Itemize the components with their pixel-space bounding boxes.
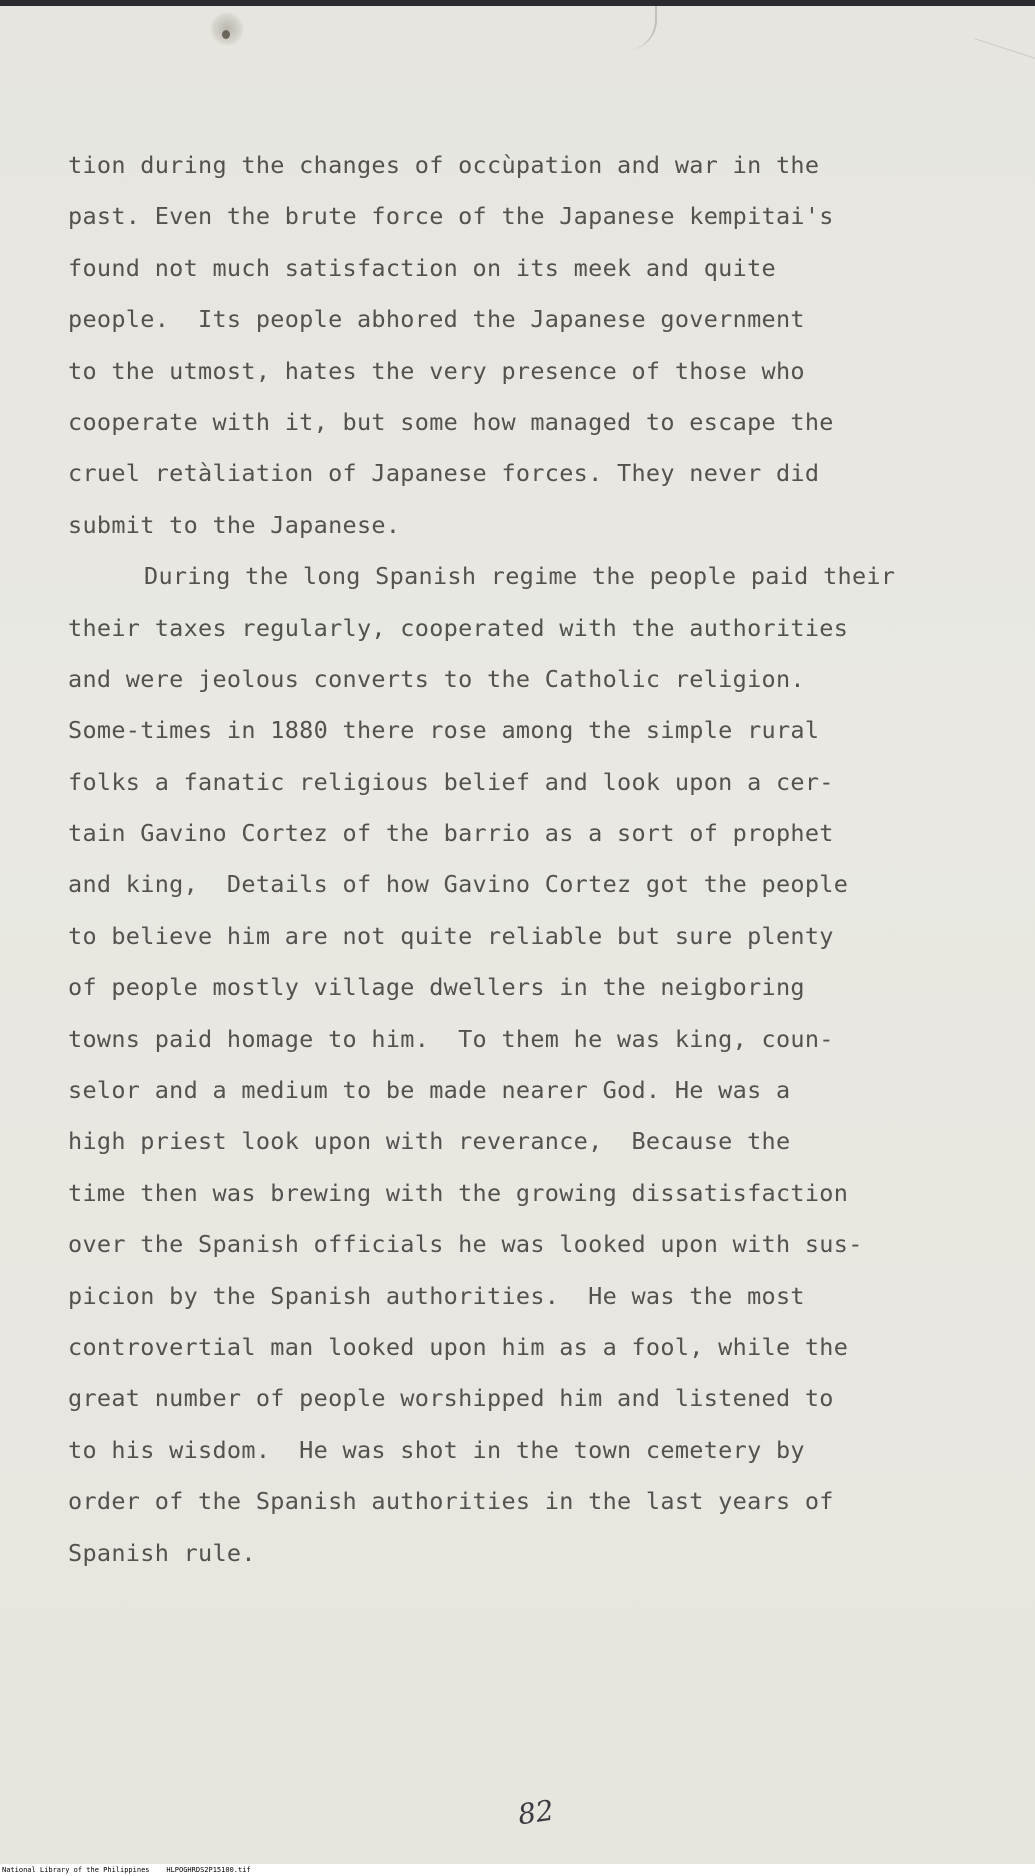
punch-hole-center (222, 30, 230, 39)
text-line: people. Its people abhored the Japanese government (68, 305, 805, 334)
text-line: towns paid homage to him. To them he was king, coun- (68, 1024, 834, 1053)
paragraph-1 (68, 140, 948, 551)
text-line: and king, Details of how Gavino Cortez got the people (68, 870, 849, 899)
text-line: picion by the Spanish authorities. He was the most (68, 1281, 805, 1310)
text-line: found not much satisfaction on its meek and quite (68, 253, 776, 282)
text-line: cruel retàliation of Japanese forces. They never did (68, 459, 820, 488)
text-line: past. Even the brute force of the Japanese kempitai's (68, 202, 834, 231)
typewritten-text (68, 140, 948, 1579)
text-line: cooperate with it, but some how managed to escape the (68, 407, 834, 436)
text-line: Spanish rule. (68, 1538, 256, 1567)
text-line: tain Gavino Cortez of the barrio as a sort of prophet (68, 819, 834, 848)
text-line: order of the Spanish authorities in the last years of (68, 1487, 834, 1516)
paper-edge-mark (615, 6, 657, 50)
text-line: to the utmost, hates the very presence of those who (68, 356, 805, 385)
text-line: great number of people worshipped him and listened to (68, 1384, 834, 1413)
handwritten-page-number: 82 (515, 1793, 556, 1832)
text-line: to believe him are not quite reliable but sure plenty (68, 921, 834, 950)
text-line: their taxes regularly, cooperated with the authorities (68, 613, 849, 642)
archive-footer-label: National Library of the Philippines HLPOGHRDS2P15100.tif (2, 1866, 251, 1874)
text-line: Some-times in 1880 there rose among the simple rural (68, 716, 820, 745)
punch-hole (210, 12, 244, 46)
text-line: high priest look upon with reverance, Because the (68, 1127, 791, 1156)
text-line: submit to the Japanese. (68, 510, 401, 539)
paragraph-2 (68, 551, 948, 1579)
text-line: over the Spanish officials he was looked upon with sus- (68, 1230, 863, 1259)
text-line: and were jeolous converts to the Catholic religion. (68, 664, 805, 693)
text-line: During the long Spanish regime the people paid their (144, 562, 896, 591)
text-line: tion during the changes of occùpation and war in the (68, 151, 820, 179)
text-line: of people mostly village dwellers in the neigboring (68, 973, 805, 1002)
paper-corner-curl (975, 2, 1035, 58)
text-line: time then was brewing with the growing dissatisfaction (68, 1178, 849, 1207)
text-line: to his wisdom. He was shot in the town cemetery by (68, 1435, 805, 1464)
text-line: selor and a medium to be made nearer God. He was a (68, 1076, 791, 1105)
text-line: folks a fanatic religious belief and look upon a cer- (68, 767, 834, 796)
text-line: controvertial man looked upon him as a fool, while the (68, 1332, 849, 1361)
